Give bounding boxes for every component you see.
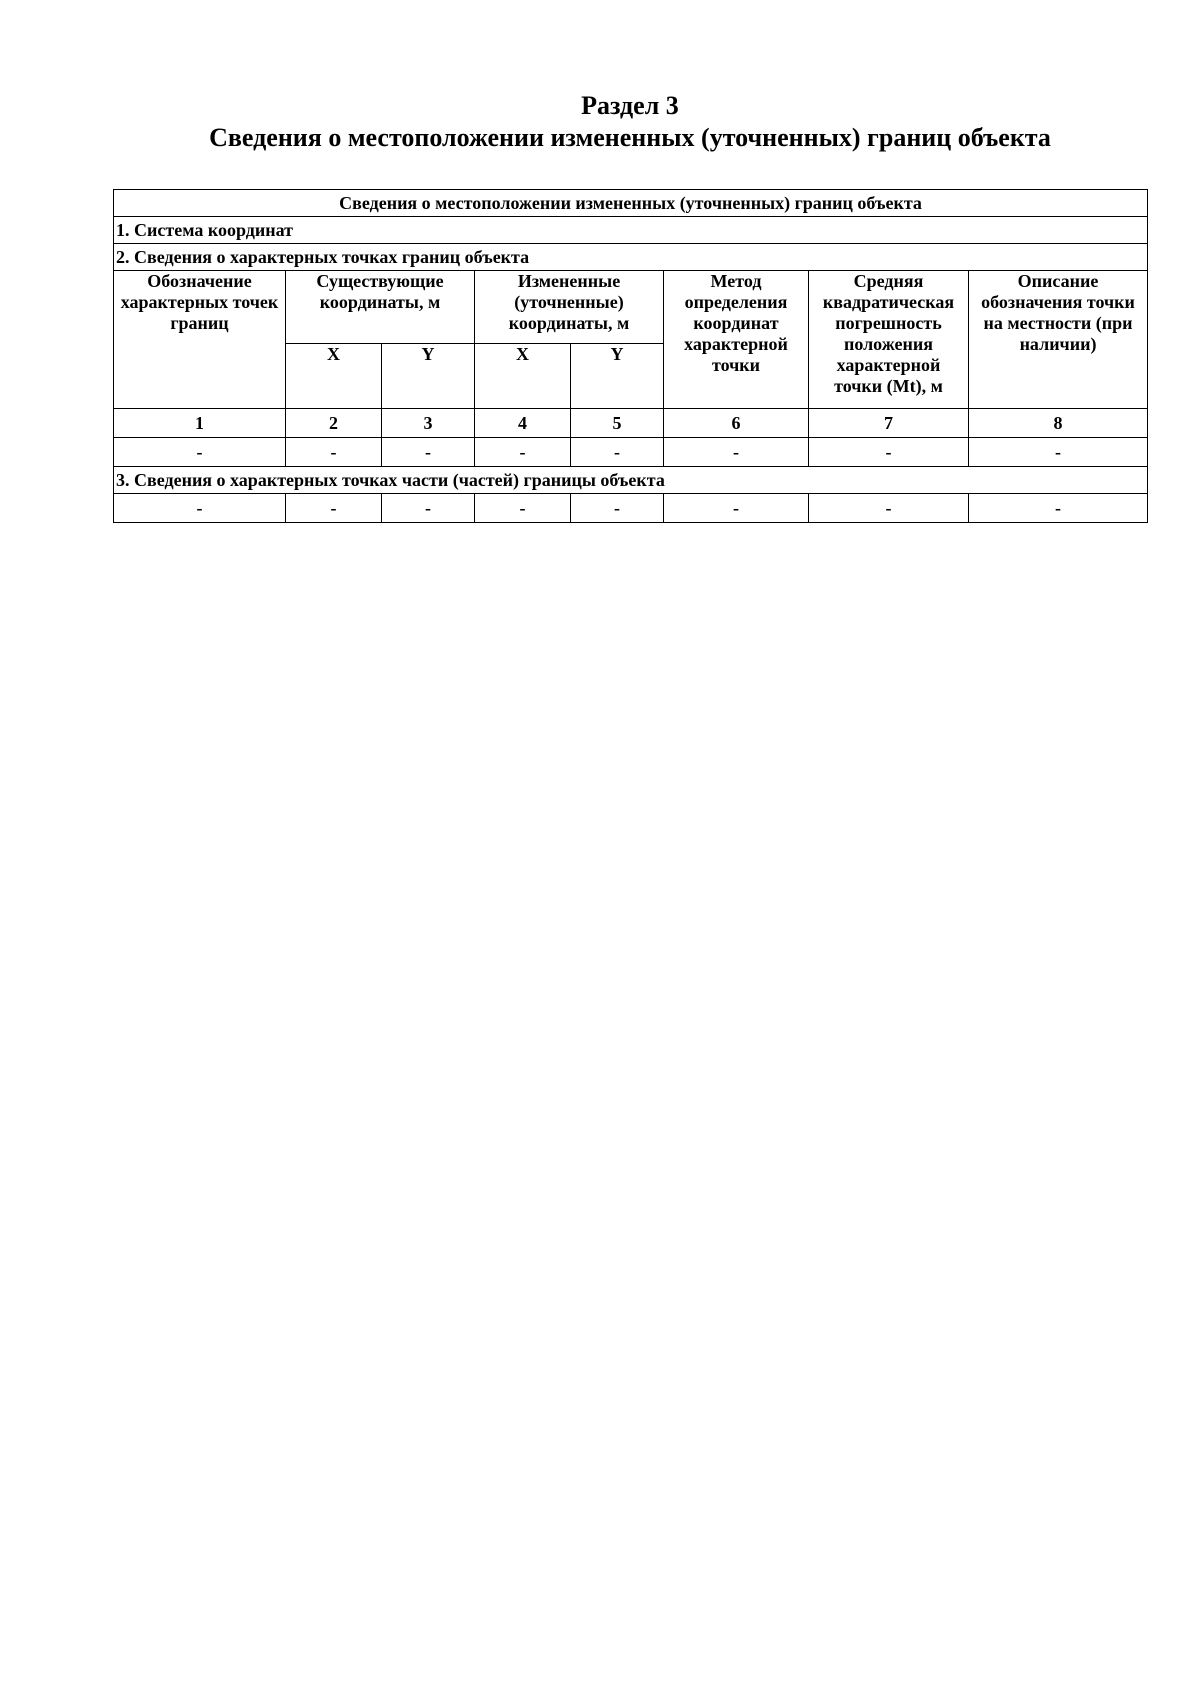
column-number: 8 <box>969 409 1148 438</box>
section-heading: Раздел 3 <box>581 91 679 120</box>
table-cell: - <box>114 494 286 523</box>
col-header-method: Метод определения координат характерной точки <box>664 271 809 409</box>
table-cell: - <box>382 494 475 523</box>
col-header-error: Средняя квадратическая погрешность положения характерной точки (Mt), м <box>809 271 969 409</box>
section-part-boundary-points: 3. Сведения о характерных точках части (частей) границы объекта <box>114 467 1148 494</box>
col-header-point-designation: Обозначение характерных точек границ <box>114 271 286 409</box>
table-cell: - <box>969 438 1148 467</box>
table-cell: - <box>969 494 1148 523</box>
col-header-existing-coords: Существующие координаты, м <box>286 271 475 344</box>
column-number: 7 <box>809 409 969 438</box>
table-cell: - <box>809 494 969 523</box>
table-cell: - <box>475 494 571 523</box>
col-header-existing-y: Y <box>382 344 475 409</box>
table-cell: - <box>571 438 664 467</box>
column-number: 3 <box>382 409 475 438</box>
section-row <box>114 467 1148 494</box>
col-header-existing-x: X <box>286 344 382 409</box>
table-cell: - <box>571 494 664 523</box>
section-subtitle: Сведения о местоположении измененных (уточненных) границ объекта <box>209 123 1051 152</box>
table-cell: - <box>664 494 809 523</box>
section-boundary-points: 2. Сведения о характерных точках границ объекта <box>114 244 1148 271</box>
table-cell: - <box>286 438 382 467</box>
table-cell: - <box>114 438 286 467</box>
column-number: 6 <box>664 409 809 438</box>
column-header-row <box>114 271 1148 344</box>
section-row <box>114 244 1148 271</box>
table-cell: - <box>664 438 809 467</box>
table-cell: - <box>286 494 382 523</box>
section-row <box>114 217 1148 244</box>
table-title-row <box>114 190 1148 217</box>
table-cell: - <box>382 438 475 467</box>
table-title: Сведения о местоположении измененных (уточненных) границ объекта <box>114 190 1148 217</box>
page-title <box>0 90 1200 154</box>
col-header-changed-coords: Измененные (уточненные) координаты, м <box>475 271 664 344</box>
column-number: 5 <box>571 409 664 438</box>
column-number: 4 <box>475 409 571 438</box>
table-cell: - <box>809 438 969 467</box>
column-number: 1 <box>114 409 286 438</box>
section-coordinate-system: 1. Система координат <box>114 217 1148 244</box>
table-row <box>114 438 1148 467</box>
col-header-changed-x: X <box>475 344 571 409</box>
column-number-row <box>114 409 1148 438</box>
column-number: 2 <box>286 409 382 438</box>
col-header-changed-y: Y <box>571 344 664 409</box>
table-row <box>114 494 1148 523</box>
table-cell: - <box>475 438 571 467</box>
col-header-description: Описание обозначения точки на местности (при наличии) <box>969 271 1148 409</box>
boundary-points-table <box>113 189 1148 523</box>
